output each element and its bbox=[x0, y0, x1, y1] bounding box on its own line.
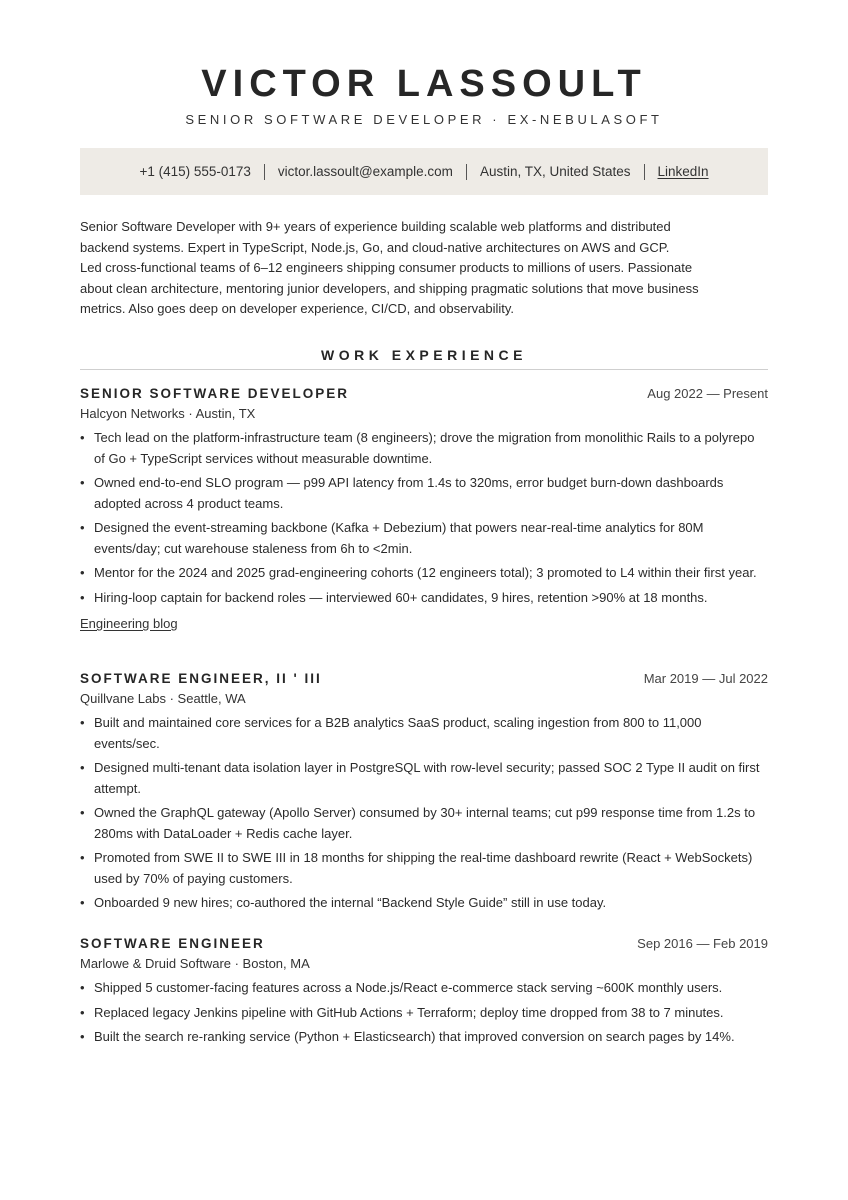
job-entry bbox=[80, 384, 768, 634]
contact-divider bbox=[466, 164, 467, 180]
contact-bar bbox=[80, 148, 768, 195]
job-title: SENIOR SOFTWARE DEVELOPER bbox=[80, 386, 350, 401]
job-bullet: • Designed multi-tenant data isolation layer in PostgreSQL with row-level security; passed SOC 2 Type II audit on first attempt. bbox=[80, 758, 768, 799]
job-bullet: • Promoted from SWE II to SWE III in 18 months for shipping the real-time dashboard rewrite (React + WebSockets) used by 70% of paying customers. bbox=[80, 848, 768, 889]
summary-line: about clean architecture, mentoring junior developers, and shipping pragmatic solutions that move business bbox=[80, 280, 699, 296]
job-company: Quillvane Labs · Seattle, WA bbox=[80, 691, 246, 706]
job-company: Halcyon Networks · Austin, TX bbox=[80, 406, 256, 421]
summary-line: metrics. Also goes deep on developer experience, CI/CD, and observability. bbox=[80, 301, 515, 316]
job-dates: Aug 2022 — Present bbox=[647, 386, 768, 401]
summary-line: Senior Software Developer with 9+ years of experience building scalable web platforms and distributed bbox=[80, 219, 671, 234]
contact-email[interactable]: victor.lassoult@example.com bbox=[277, 164, 453, 179]
linkedin-link[interactable]: LinkedIn bbox=[657, 164, 709, 179]
section-divider bbox=[80, 369, 768, 370]
job-title: SOFTWARE ENGINEER bbox=[80, 936, 265, 951]
work-experience-heading: WORK EXPERIENCE bbox=[321, 347, 527, 363]
job-dates: Mar 2019 — Jul 2022 bbox=[643, 671, 768, 686]
job-bullet: • Mentor for the 2024 and 2025 grad-engineering cohorts (12 engineers total); 3 promoted to L4 within their first year. bbox=[80, 563, 768, 584]
profile-summary bbox=[80, 217, 770, 320]
job-entry bbox=[80, 934, 768, 1052]
job-bullets bbox=[80, 978, 768, 1048]
job-bullet: • Owned the GraphQL gateway (Apollo Server) consumed by 30+ internal teams; cut p99 response time from 1.2s to 280ms with DataLoader + Redis cache layer. bbox=[80, 803, 768, 844]
job-title: SOFTWARE ENGINEER, II ' III bbox=[80, 671, 322, 686]
summary-line: backend systems. Expert in TypeScript, Node.js, Go, and cloud-native architectures on AWS and GCP. bbox=[80, 239, 670, 255]
job-bullet: • Tech lead on the platform-infrastructure team (8 engineers); drove the migration from monolithic Rails to a polyrepo of Go + TypeScript services without measurable downtime. bbox=[80, 428, 768, 469]
job-bullet: • Hiring-loop captain for backend roles — interviewed 60+ candidates, 9 hires, retention >90% at 18 months. bbox=[80, 588, 768, 609]
contact-divider bbox=[264, 164, 265, 180]
job-bullet: • Built the search re-ranking service (Python + Elasticsearch) that improved conversion on search pages by 14%. bbox=[80, 1027, 768, 1048]
job-entry bbox=[80, 669, 768, 918]
job-bullet: • Onboarded 9 new hires; co-authored the internal “Backend Style Guide” still in use today. bbox=[80, 893, 768, 914]
summary-line: Led cross-functional teams of 6–12 engineers shipping consumer products to millions of users. Passionate bbox=[80, 260, 693, 275]
job-bullet: • Built and maintained core services for a B2B analytics SaaS product, scaling ingestion from 800 to 11,000 events/sec. bbox=[80, 713, 768, 754]
job-company: Marlowe & Druid Software · Boston, MA bbox=[80, 956, 310, 971]
job-bullets bbox=[80, 428, 768, 608]
job-bullet: • Shipped 5 customer-facing features across a Node.js/React e-commerce stack serving ~600K monthly users. bbox=[80, 978, 768, 999]
contact-divider bbox=[644, 164, 645, 180]
job-dates: Sep 2016 — Feb 2019 bbox=[637, 936, 768, 951]
job-bullet: • Replaced legacy Jenkins pipeline with GitHub Actions + Terraform; deploy time dropped from 38 to 7 minutes. bbox=[80, 1003, 768, 1024]
candidate-role: SENIOR SOFTWARE DEVELOPER · EX-NEBULASOFT bbox=[185, 112, 663, 127]
contact-phone[interactable]: +1 (415) 555-0173 bbox=[139, 164, 251, 179]
engineering-blog-link[interactable]: Engineering blog bbox=[80, 616, 178, 631]
job-bullets bbox=[80, 713, 768, 914]
contact-location: Austin, TX, United States bbox=[479, 164, 631, 179]
job-bullet: • Owned end-to-end SLO program — p99 API latency from 1.4s to 320ms, error budget burn-down dashboards adopted across 4 product teams. bbox=[80, 473, 768, 514]
candidate-name: VICTOR LASSOULT bbox=[201, 63, 647, 105]
job-bullet: • Designed the event-streaming backbone (Kafka + Debezium) that powers near-real-time analytics for 80M events/day; cut warehouse staleness from 6h to <2min. bbox=[80, 518, 768, 559]
